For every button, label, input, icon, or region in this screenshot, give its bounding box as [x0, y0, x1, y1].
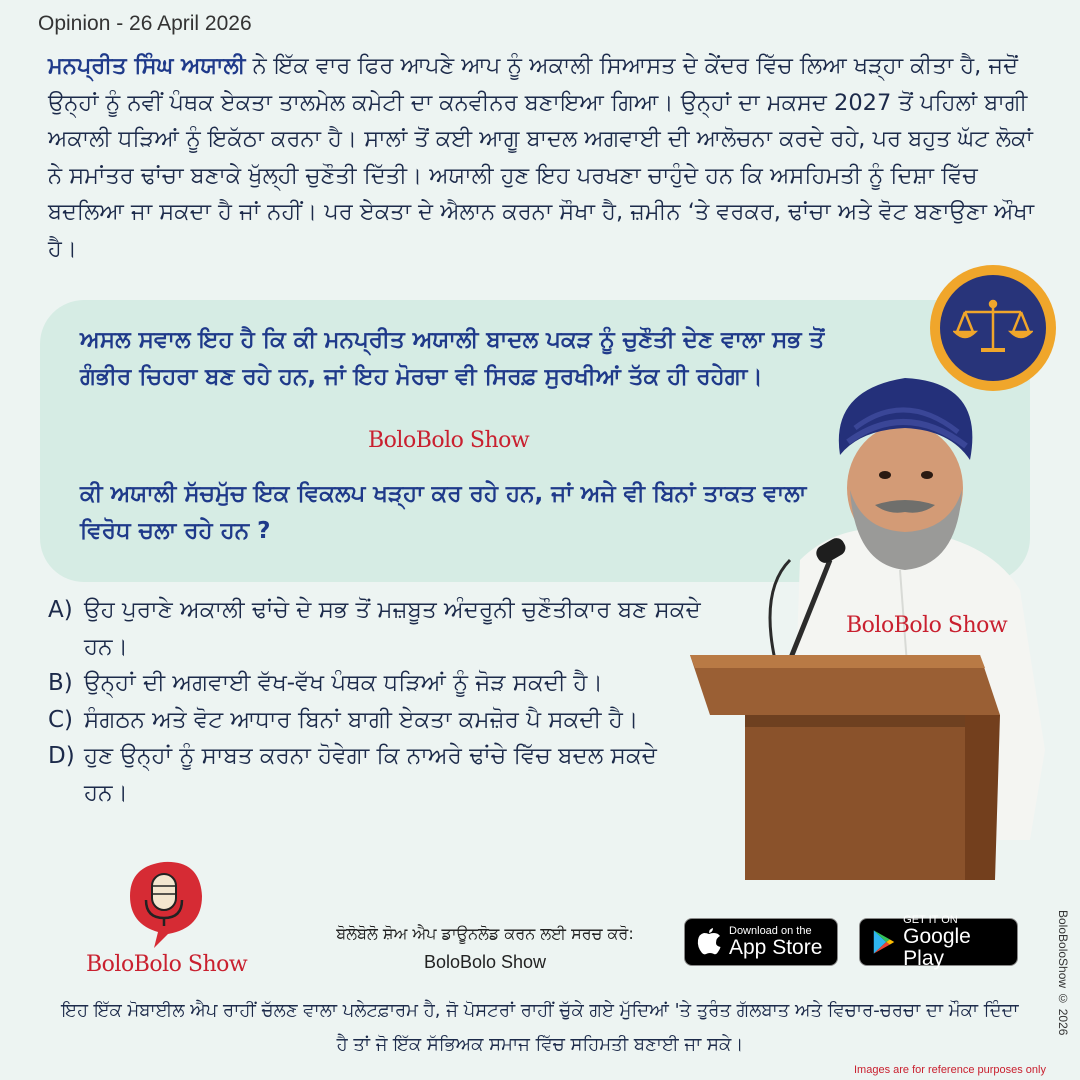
google-play-big: Google Play [903, 925, 971, 970]
option-key: D) [48, 743, 75, 769]
option-text: ਉਹ ਪੁਰਾਣੇ ਅਕਾਲੀ ਢਾਂਚੇ ਦੇ ਸਭ ਤੋਂ ਮਜ਼ਬੂਤ ਅੰਦਰੂਨੀ ਚੁਣੌਤੀਕਾਰ ਬਣ ਸਕਦੇ ਹਨ। [84, 597, 701, 660]
option-key: A) [48, 597, 73, 623]
app-store-button[interactable] [684, 918, 838, 966]
image-disclaimer: Images are for reference purposes only [854, 1064, 1046, 1076]
intro-name: ਮਨਪ੍ਰੀਤ ਸਿੰਘ ਅਯਾਲੀ [48, 53, 246, 79]
intro-text: ਨੇ ਇੱਕ ਵਾਰ ਫਿਰ ਆਪਣੇ ਆਪ ਨੂੰ ਅਕਾਲੀ ਸਿਆਸਤ ਦੇ ਕੇਂਦਰ ਵਿੱਚ ਲਿਆ ਖੜ੍ਹਾ ਕੀਤਾ ਹੈ, ਜਦੋਂ ਉਨ੍ਹਾਂ ਨੂੰ ਨਵੀਂ ਪੰਥਕ ਏਕਤਾ ਤਾਲਮੇਲ ਕਮੇਟੀ ਦਾ ਕਨਵੀਨਰ ਬਣਾਇਆ ਗਿਆ। ਉਨ੍ਹਾਂ ਦਾ ਮਕਸਦ 2027 ਤੋਂ ਪਹਿਲਾਂ ਬਾਗੀ ਅਕਾਲੀ ਧੜਿਆਂ ਨੂੰ ਇਕੱਠਾ ਕਰਨਾ ਹੈ। ਸਾਲਾਂ ਤੋਂ ਕਈ ਆਗੂ ਬਾਦਲ ਅਗਵਾਈ ਦੀ ਆਲੋਚਨਾ ਕਰਦੇ ਰਹੇ, ਪਰ ਬਹੁਤ ਘੱਟ ਲੋਕਾਂ ਨੇ ਸਮਾਂਤਰ ਢਾਂਚਾ ਬਣਾਕੇ ਖੁੱਲ੍ਹੀ ਚੁਣੌਤੀ ਦਿੱਤੀ। ਅਯਾਲੀ ਹੁਣ ਇਹ ਪਰਖਣਾ ਚਾਹੁੰਦੇ ਹਨ ਕਿ ਅਸਹਿਮਤੀ ਨੂੰ ਦਿਸ਼ਾ ਵਿੱਚ ਬਦਲਿਆ ਜਾ ਸਕਦਾ ਹੈ ਜਾਂ ਨਹੀਂ। ਪਰ ਏਕਤਾ ਦੇ ਐਲਾਨ ਕਰਨਾ ਸੌਖਾ ਹੈ, ਜ਼ਮੀਨ ‘ਤੇ ਵਰਕਰ, ਢਾਂਚਾ ਅਤੇ ਵੋਟ ਬਣਾਉਣਾ ਔਖਾ ਹੈ। [48, 53, 1035, 262]
download-prompt-text: ਬੋਲੋਬੋਲੋ ਸ਼ੋਅ ਐਪ ਡਾਊਨਲੋਡ ਕਰਨ ਲਈ ਸਰਚ ਕਰੋ: [336, 924, 634, 943]
app-store-small: Download on the [729, 925, 812, 937]
date-label: Opinion - 26 April 2026 [38, 12, 252, 35]
option-b[interactable] [48, 665, 748, 702]
scale-icon [940, 275, 1046, 381]
option-text: ਸੰਗਠਨ ਅਤੇ ਵੋਟ ਆਧਾਰ ਬਿਨਾਂ ਬਾਗੀ ਏਕਤਾ ਕਮਜ਼ੋਰ ਪੈ ਸਕਦੀ ਹੈ। [84, 706, 639, 733]
google-play-button[interactable] [859, 914, 1018, 970]
logo-brand-text: BoloBolo Show [86, 952, 248, 977]
speaker-illustration [690, 370, 1050, 880]
option-d[interactable] [48, 738, 748, 811]
copyright-notice: BoloBoloShow © 2026 [1056, 910, 1070, 1036]
option-text: ਹੁਣ ਉਨ੍ਹਾਂ ਨੂੰ ਸਾਬਤ ਕਰਨਾ ਹੋਵੇਗਾ ਕਿ ਨਾਅਰੇ ਢਾਂਚੇ ਵਿੱਚ ਬਦਲ ਸਕਦੇ ਹਨ। [84, 743, 657, 806]
option-c[interactable] [48, 702, 748, 739]
google-play-small: GET IT ON [903, 914, 958, 926]
play-icon [872, 928, 895, 956]
bolobolo-logo [84, 852, 254, 982]
option-a[interactable] [48, 592, 748, 665]
microphone-icon [84, 852, 254, 952]
speaker-watermark: BoloBolo Show [846, 613, 1008, 638]
download-app-name: BoloBolo Show [423, 952, 547, 972]
intro-paragraph [48, 48, 1048, 267]
option-key: B) [48, 670, 73, 696]
question-one: ਅਸਲ ਸਵਾਲ ਇਹ ਹੈ ਕਿ ਕੀ ਮਨਪ੍ਰੀਤ ਅਯਾਲੀ ਬਾਦਲ ਪਕੜ ਨੂੰ ਚੁਣੌਤੀ ਦੇਣ ਵਾਲਾ ਸਭ ਤੋਂ ਗੰਭੀਰ ਚਿਹਰਾ ਬਣ ਰਹੇ ਹਨ, ਜਾਂ ਇਹ ਮੋਰਚਾ ਵੀ ਸਿਰਫ਼ ਸੁਰਖੀਆਂ ਤੱਕ ਹੀ ਰਹੇਗਾ। [80, 327, 825, 390]
option-key: C) [48, 706, 74, 733]
question-watermark: BoloBolo Show [368, 428, 530, 453]
download-prompt [290, 920, 680, 976]
footer-description: ਇਹ ਇੱਕ ਮੋਬਾਈਲ ਐਪ ਰਾਹੀਂ ਚੱਲਣ ਵਾਲਾ ਪਲੇਟਫ਼ਾਰਮ ਹੈ, ਜੋ ਪੋਸਟਰਾਂ ਰਾਹੀਂ ਚੁੱਕੇ ਗਏ ਮੁੱਦਿਆਂ 'ਤੇ ਤੁਰੰਤ ਗੱਲਬਾਤ ਅਤੇ ਵਿਚਾਰ-ਚਰਚਾ ਦਾ ਮੌਕਾ ਦਿੰਦਾ ਹੈ ਤਾਂ ਜੋ ਇੱਕ ਸੱਭਿਅਕ ਸਮਾਜ ਵਿੱਚ ਸਹਿਮਤੀ ਬਣਾਈ ਜਾ ਸਕੇ। [61, 1000, 1019, 1055]
option-text: ਉਨ੍ਹਾਂ ਦੀ ਅਗਵਾਈ ਵੱਖ-ਵੱਖ ਪੰਥਕ ਧੜਿਆਂ ਨੂੰ ਜੋੜ ਸਕਦੀ ਹੈ। [84, 670, 603, 696]
app-store-big: App Store [729, 936, 823, 959]
apple-icon [697, 928, 721, 956]
question-two: ਕੀ ਅਯਾਲੀ ਸੱਚਮੁੱਚ ਇਕ ਵਿਕਲਪ ਖੜ੍ਹਾ ਕਰ ਰਹੇ ਹਨ, ਜਾਂ ਅਜੇ ਵੀ ਬਿਨਾਂ ਤਾਕਤ ਵਾਲਾ ਵਿਰੋਧ ਚਲਾ ਰਹੇ ਹਨ ? [80, 481, 807, 544]
poll-options [48, 592, 748, 811]
